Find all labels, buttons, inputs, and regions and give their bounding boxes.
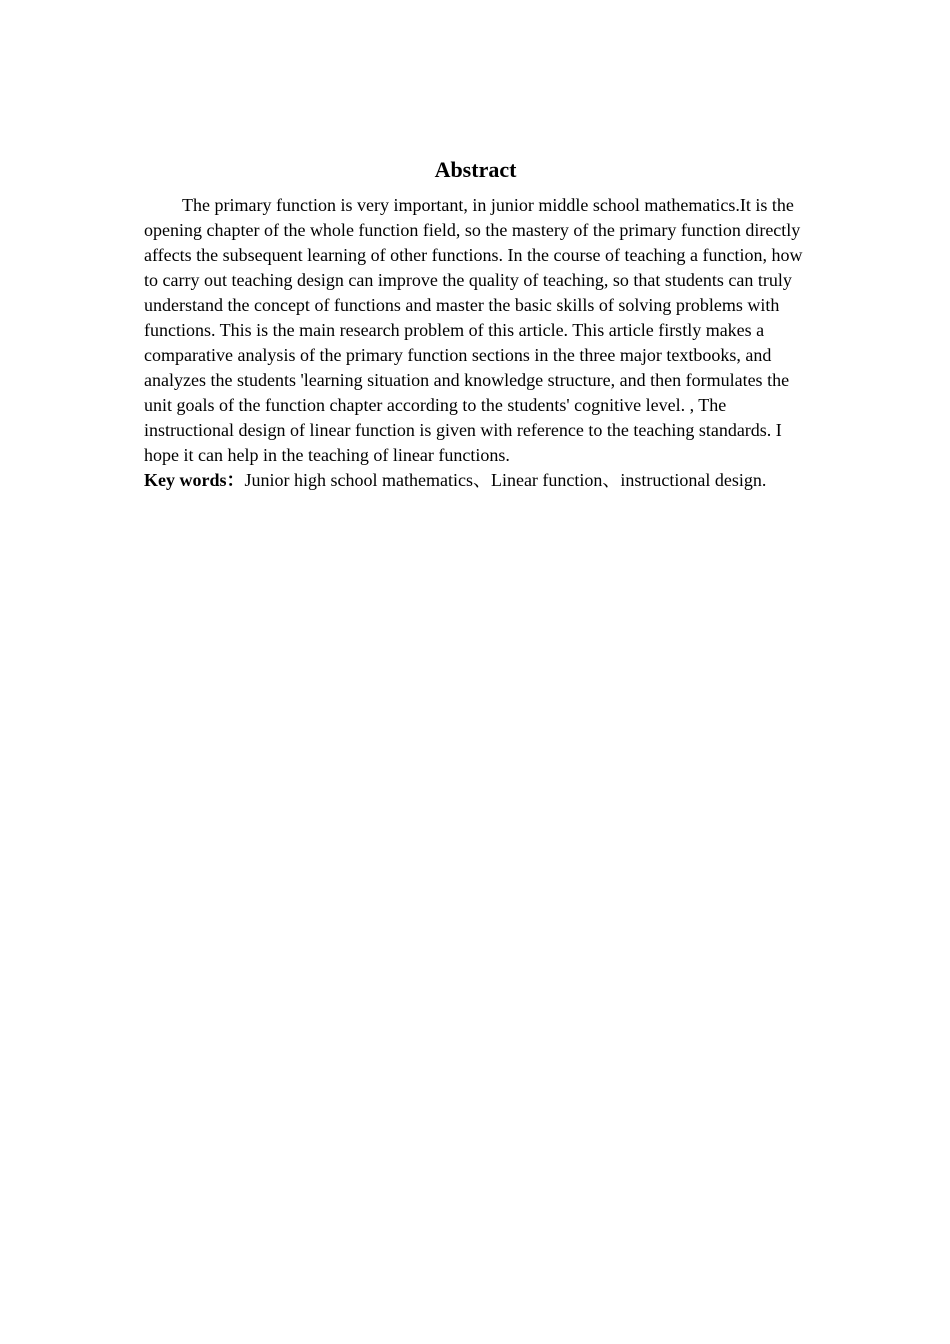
- keywords-text: Junior high school mathematics、Linear function、instructional design.: [244, 470, 767, 490]
- keywords-label: Key words：: [144, 470, 245, 490]
- abstract-body: The primary function is very important, in junior middle school mathematics.It is the opening chapter of the whole function field, so the mastery of the primary function directly affects the subsequent learning of other functions. In the course of teaching a function, how to carry out teaching design can improve the quality of teaching, so that students can truly understand the concept of functions and master the basic skills of solving problems with functions. This is the main research problem of this article. This article firstly makes a comparative analysis of the primary function sections in the three major textbooks, and analyzes the students 'learning situation and knowledge structure, and then formulates the unit goals of the function chapter according to the students' cognitive level. , The instructional design of linear function is given with reference to the teaching standards. I hope it can help in the teaching of linear functions.: [144, 195, 803, 465]
- abstract-title: Abstract: [434, 157, 517, 182]
- document-page: [144, 155, 807, 493]
- keywords-line: [144, 468, 807, 493]
